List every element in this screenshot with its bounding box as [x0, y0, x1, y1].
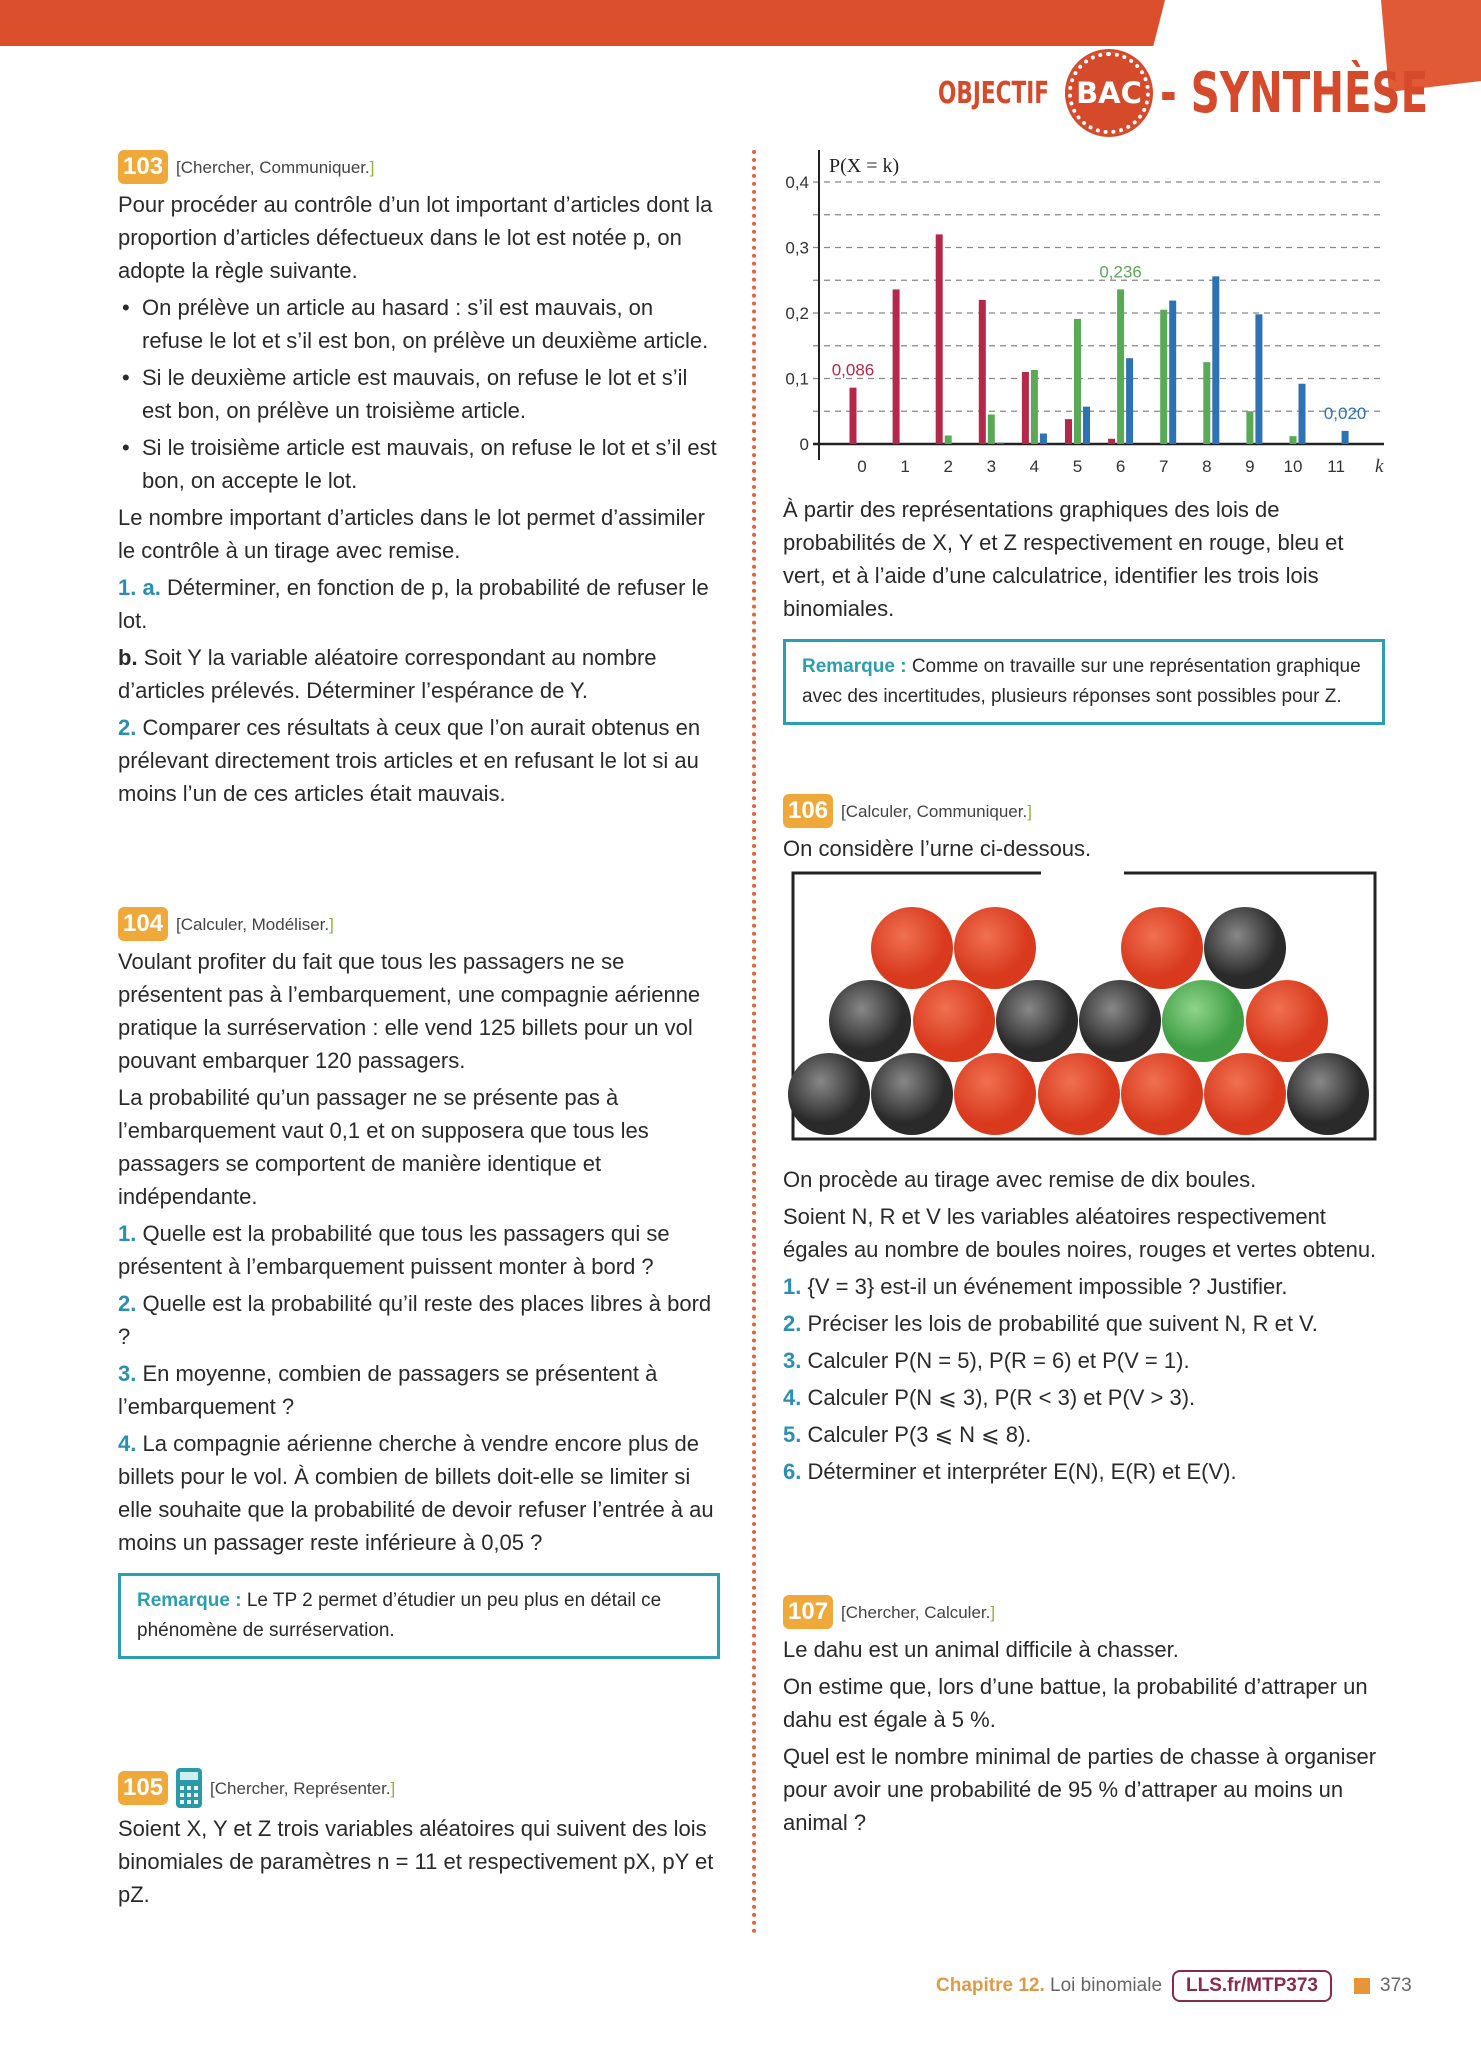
x-tick-label: 10: [1283, 457, 1303, 476]
exercise-number: 106: [783, 794, 833, 828]
ball-red: [871, 907, 953, 989]
bar-X-2: [936, 234, 943, 444]
x-tick-label: 6: [1115, 457, 1126, 476]
x-tick-label: 0: [857, 457, 867, 476]
paragraph: Soient X, Y et Z trois variables aléatoires qui suivent des lois binomiales de paramètres n = 11 et respectivement pX, pY et pZ.: [118, 1816, 714, 1907]
ball-red: [1038, 1053, 1120, 1135]
bar-Y-5: [1083, 407, 1090, 444]
ball-black: [788, 1053, 870, 1135]
exercise-number: 105: [118, 1771, 168, 1805]
x-tick-label: 1: [900, 457, 910, 476]
x-tick-label: 4: [1029, 457, 1040, 476]
ball-red: [1246, 980, 1328, 1062]
page-number: 373: [1380, 1975, 1412, 1996]
intro: Pour procéder au contrôle d’un lot important d’articles dont la proportion d’articles défectueux dans le lot est notée p, on adopte la règle suivante.: [118, 192, 713, 283]
header-synthese: - SYNTHÈSE: [1160, 60, 1429, 126]
ball-black: [1287, 1053, 1369, 1135]
skills: [Chercher, Calculer.]: [841, 1602, 996, 1622]
bar-Z-8: [1203, 362, 1210, 444]
question-5: 5. Calculer P(3 ⩽ N ⩽ 8).: [783, 1422, 1032, 1447]
bar-Y-10: [1299, 384, 1306, 444]
bar-Y-8: [1212, 276, 1219, 444]
paragraph: On estime que, lors d’une battue, la probabilité d’attraper un dahu est égale à 5 %.: [783, 1674, 1368, 1732]
bar-Z-5: [1074, 319, 1081, 444]
header-objectif: OBJECTIF: [938, 75, 1050, 111]
page-footer: [936, 1970, 1412, 2002]
bar-Y-3: [997, 443, 1004, 444]
ball-red: [1121, 907, 1203, 989]
calculator-icon: [176, 1768, 202, 1808]
question-2: 2. Comparer ces résultats à ceux que l’on aurait obtenus en prélevant directement trois articles et en refusant le lot si au moins l’un de ces articles était mauvais.: [118, 715, 701, 806]
y-tick-label: 0,1: [785, 369, 809, 389]
x-tick-label: 3: [986, 457, 997, 476]
y-tick-label: 0,2: [785, 304, 809, 323]
y-tick-label: 0,4: [785, 173, 809, 192]
question-3: 3. Calculer P(N = 5), P(R = 6) et P(V = 1).: [783, 1348, 1190, 1373]
bac-badge: BAC: [1068, 52, 1150, 134]
exercise-105: [118, 1768, 720, 1915]
exercise-number: 104: [118, 907, 168, 941]
question-4: 4. Calculer P(N ⩽ 3), P(R < 3) et P(V > 3).: [783, 1385, 1196, 1410]
list-item: • Si le deuxième article est mauvais, on refuse le lot et s’il est bon, on prélève un troisième article.: [118, 361, 720, 427]
bar-Z-9: [1246, 411, 1253, 444]
x-tick-label: 5: [1072, 457, 1083, 476]
question-3: 3. En moyenne, combien de passagers se présentent à l’embarquement ?: [118, 1361, 658, 1419]
x-tick-label: 9: [1245, 457, 1255, 476]
data-label: 0,086: [831, 360, 875, 380]
ball-black: [996, 980, 1078, 1062]
bar-Z-3: [988, 415, 995, 444]
bar-Z-4: [1031, 370, 1038, 444]
paragraph: À partir des représentations graphiques des lois de probabilités de X, Y et Z respectivement en rouge, bleu et vert, et à l’aide d’une calculatrice, identifier les trois lois binomiales.: [783, 497, 1344, 621]
skills: [Chercher, Communiquer.]: [176, 157, 375, 177]
y-tick-label: 0: [799, 435, 809, 454]
ball-red: [954, 1053, 1036, 1135]
question-1b: b. Soit Y la variable aléatoire correspondant au nombre d’articles prélevés. Déterminer l’espérance de Y.: [118, 645, 657, 703]
bar-Y-4: [1040, 434, 1047, 444]
ball-black: [1079, 980, 1161, 1062]
exercise-number: 107: [783, 1595, 833, 1629]
bar-Z-2: [945, 435, 952, 444]
bar-Y-7: [1169, 301, 1176, 444]
bar-X-6: [1108, 439, 1115, 444]
paragraph: Quel est le nombre minimal de parties de chasse à organiser pour avoir une probabilité de 95 % d’attraper au moins un animal ?: [783, 1744, 1377, 1835]
paragraph: Le dahu est un animal difficile à chasser.: [783, 1637, 1179, 1662]
bar-X-5: [1065, 419, 1072, 444]
ball-black: [1204, 907, 1286, 989]
note: Le nombre important d’articles dans le lot permet d’assimiler le contrôle à un tirage avec remise.: [118, 505, 705, 563]
exercise-105-continued: [783, 493, 1385, 725]
question-1: 1. Quelle est la probabilité que tous les passagers qui se présentent à l’embarquement puissent monter à bord ?: [118, 1221, 670, 1279]
bar-Y-6: [1126, 358, 1133, 444]
ball-red: [913, 980, 995, 1062]
remark-box: Remarque : Comme on travaille sur une représentation graphique avec des incertitudes, plusieurs réponses sont possibles pour Z.: [783, 639, 1385, 725]
ball-black: [829, 980, 911, 1062]
bar-Y-11: [1342, 431, 1349, 444]
binomial-chart: [0, 0, 1481, 480]
exercise-number: 103: [118, 150, 168, 184]
paragraph: Soient N, R et V les variables aléatoires respectivement égales au nombre de boules noires, rouges et vertes obtenu.: [783, 1204, 1377, 1262]
exercise-106: [783, 794, 1385, 1492]
ball-red: [1121, 1053, 1203, 1135]
question-2: 2. Quelle est la probabilité qu’il reste des places libres à bord ?: [118, 1291, 712, 1349]
data-label: 0,020: [1323, 403, 1367, 423]
bar-Z-7: [1160, 310, 1167, 444]
urn-illustration: [783, 869, 1385, 1154]
exercise-107: [783, 1595, 1385, 1843]
chapter-label: Chapitre 12. Loi binomiale: [936, 1975, 1163, 1996]
ball-black: [871, 1053, 953, 1135]
bar-Z-6: [1117, 289, 1124, 444]
bar-X-0: [850, 388, 857, 444]
exercise-104: [118, 907, 720, 1659]
paragraph: La probabilité qu’un passager ne se présente pas à l’embarquement vaut 0,1 et on supposera que tous les passagers se comportent de manière identique et indépendante.: [118, 1085, 649, 1209]
question-4: 4. La compagnie aérienne cherche à vendre encore plus de billets pour le vol. À combien de billets doit-elle se limiter si elle souhaite que la probabilité de devoir refuser l’entrée à au moins un passager reste inférieure à 0,05 ?: [118, 1431, 714, 1555]
question-1: 1. {V = 3} est-il un événement impossible ? Justifier.: [783, 1274, 1288, 1299]
bar-Y-9: [1255, 314, 1262, 444]
resource-link[interactable]: LLS.fr/MTP373: [1172, 1970, 1332, 2002]
ball-red: [954, 907, 1036, 989]
list-item: • On prélève un article au hasard : s’il est mauvais, on refuse le lot et s’il est bon, on prélève un deuxième article.: [118, 291, 720, 357]
intro: On considère l’urne ci-dessous.: [783, 836, 1092, 861]
bar-X-1: [893, 289, 900, 444]
list-item: • Si le troisième article est mauvais, on refuse le lot et s’il est bon, on accepte le lot.: [118, 431, 720, 497]
x-axis-label: k: [1375, 456, 1384, 477]
page-marker-icon: [1354, 1978, 1370, 1994]
skills: [Calculer, Modéliser.]: [176, 914, 334, 934]
bar-Z-10: [1290, 436, 1297, 444]
remark-box: Remarque : Le TP 2 permet d’étudier un peu plus en détail ce phénomène de surréservation.: [118, 1573, 720, 1659]
paragraph: Voulant profiter du fait que tous les passagers ne se présentent pas à l’embarquement, une compagnie aérienne pratique la surréservation : elle vend 125 billets pour un vol pouvant embarquer 120 passagers.: [118, 949, 701, 1073]
x-tick-label: 11: [1327, 457, 1345, 476]
skills: [Chercher, Représenter.]: [210, 1778, 396, 1798]
skills: [Calculer, Communiquer.]: [841, 801, 1032, 821]
data-label: 0,236: [1099, 262, 1142, 282]
y-tick-label: 0,3: [785, 238, 809, 258]
question-1a: 1. a. Déterminer, en fonction de p, la probabilité de refuser le lot.: [118, 575, 709, 633]
y-axis-label: P(X = k): [829, 155, 900, 177]
ball-green: [1162, 980, 1244, 1062]
x-tick-label: 7: [1158, 457, 1169, 476]
x-tick-label: 2: [943, 457, 953, 476]
bar-X-3: [979, 300, 986, 444]
question-6: 6. Déterminer et interpréter E(N), E(R) et E(V).: [783, 1459, 1237, 1484]
question-2: 2. Préciser les lois de probabilité que suivent N, R et V.: [783, 1311, 1318, 1336]
ball-red: [1204, 1053, 1286, 1135]
paragraph: On procède au tirage avec remise de dix boules.: [783, 1167, 1257, 1192]
bar-X-4: [1022, 372, 1029, 444]
x-tick-label: 8: [1202, 457, 1212, 476]
